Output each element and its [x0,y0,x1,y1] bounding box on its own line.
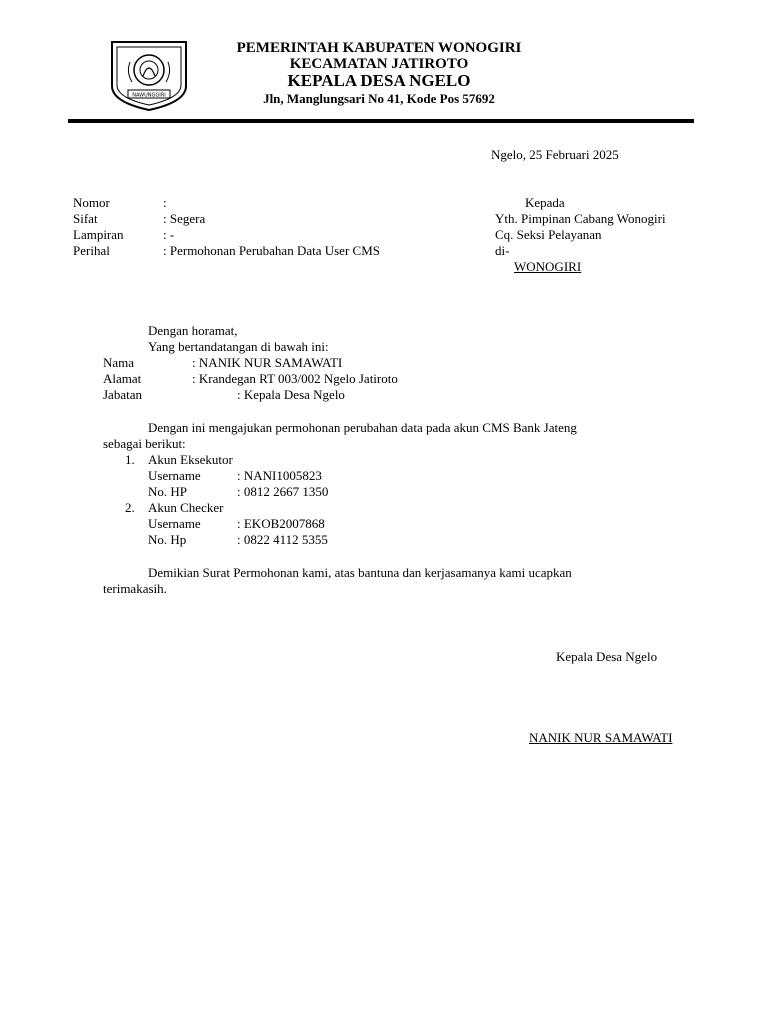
recipient-kepada: Kepada [525,195,565,210]
letterhead-divider [68,119,694,123]
signer-label-nama: Nama [103,355,135,370]
account2-phone-label: No. Hp [148,532,187,547]
signer-label-alamat: Alamat [103,371,142,386]
account1-phone-label: No. HP [148,484,188,499]
account2-username-label: Username [148,516,201,531]
meta-value-lampiran: : - [163,227,175,242]
signer-value-nama: : NANIK NUR SAMAWATI [192,355,343,370]
regency-emblem-icon [110,40,188,112]
meta-label-nomor: Nomor [73,195,110,210]
intro-line: Yang bertandatangan di bawah ini: [148,339,329,354]
account-number-2: 2. [125,500,135,515]
closing-line1: Demikian Surat Permohonan kami, atas bantuna dan kerjasamanya kami ucapkan [148,565,572,580]
meta-label-lampiran: Lampiran [73,227,124,242]
signer-value-jabatan: : Kepala Desa Ngelo [237,387,345,402]
letterhead-government: PEMERINTAH KABUPATEN WONOGIRI [236,40,522,56]
meta-label-sifat: Sifat [73,211,98,226]
meta-value-nomor: : [163,195,167,210]
account1-phone-value: : 0812 2667 1350 [237,484,329,499]
account1-username-label: Username [148,468,201,483]
account-title-1: Akun Eksekutor [148,452,233,467]
letterhead-district: KECAMATAN JATIROTO [289,56,469,72]
recipient-line2: Cq. Seksi Pelayanan [495,227,602,242]
account2-username-value: : EKOB2007868 [237,516,325,531]
signature-name: NANIK NUR SAMAWATI [529,730,673,745]
closing-line2: terimakasih. [103,581,167,596]
meta-value-sifat: : Segera [163,211,206,226]
signature-title: Kepala Desa Ngelo [556,649,658,664]
letterhead-office: KEPALA DESA NGELO [287,71,471,90]
account1-username-value: : NANI1005823 [237,468,322,483]
recipient-line1: Yth. Pimpinan Cabang Wonogiri [495,211,666,226]
meta-value-perihal: : Permohonan Perubahan Data User CMS [163,243,380,258]
request-line2: sebagai berikut: [103,436,186,451]
signer-value-alamat: : Krandegan RT 003/002 Ngelo Jatiroto [192,371,398,386]
date-line: Ngelo, 25 Februari 2025 [491,147,619,162]
recipient-line3: di- [495,243,510,258]
account2-phone-value: : 0822 4112 5355 [237,532,328,547]
request-line1: Dengan ini mengajukan permohonan perubahan data pada akun CMS Bank Jateng [148,420,577,435]
recipient-city: WONOGIRI [514,259,582,274]
account-title-2: Akun Checker [148,500,224,515]
meta-label-perihal: Perihal [73,243,110,258]
letterhead-address: Jln, Manglungsari No 41, Kode Pos 57692 [263,91,495,106]
greeting: Dengan horamat, [148,323,238,338]
account-number-1: 1. [125,452,135,467]
signer-label-jabatan: Jabatan [103,387,142,402]
emblem-motto: NAWUNGGIRI [132,92,166,99]
